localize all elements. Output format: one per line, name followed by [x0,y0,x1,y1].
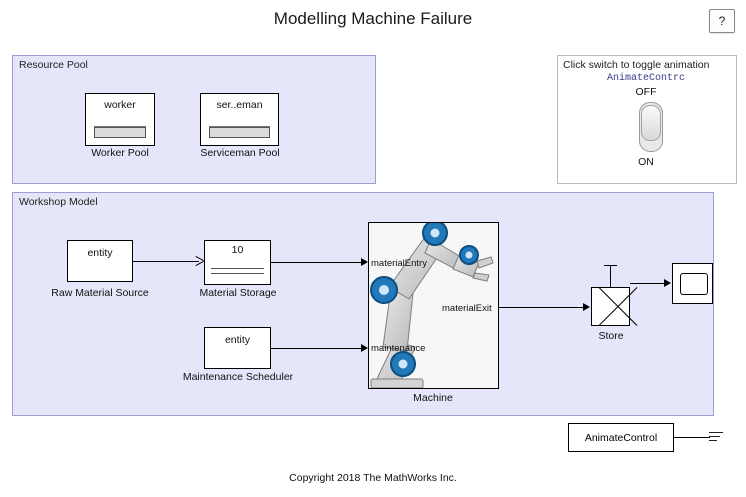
serviceman-pool-bar [209,127,270,138]
material-storage-block[interactable] [204,240,271,285]
maintenance-scheduler-block[interactable] [204,327,271,369]
material-storage-label: 10 [231,244,244,256]
raw-material-source-block[interactable] [67,240,133,282]
worker-pool-caption: Worker Pool [91,147,149,159]
serviceman-pool-caption: Serviceman Pool [200,147,280,159]
resource-pool-label: Resource Pool [19,59,88,71]
page-title: Modelling Machine Failure [273,9,473,28]
wire-source-to-storage [133,261,199,262]
switch-off-label: OFF [635,86,657,98]
help-button[interactable]: ? [709,9,735,33]
terminator-icon [709,430,723,444]
wire-maintenance-to-machine [271,348,364,349]
resource-pool-panel [12,55,376,184]
material-storage-queue-lines [211,264,264,276]
store-antenna-top [604,265,617,266]
serviceman-pool-block[interactable] [200,93,279,146]
arrow-source-to-storage [196,256,204,265]
workshop-model-label: Workshop Model [19,196,98,208]
wire-store-to-scope [630,283,666,284]
arrow-machine-to-store [583,303,590,311]
animate-panel-label: Click switch to toggle animation [563,59,710,71]
machine-caption: Machine [413,392,453,404]
scope-block[interactable] [672,263,713,304]
raw-material-source-label: entity [87,247,113,259]
copyright-text: Copyright 2018 The MathWorks Inc. [289,472,457,484]
wire-storage-to-machine [271,262,364,263]
animate-control-label: AnimateControl [584,431,658,444]
arrow-maintenance-to-machine [361,344,368,352]
store-antenna-stem [610,265,611,287]
store-block[interactable] [591,287,630,326]
worker-pool-block[interactable] [85,93,155,146]
animate-toggle-knob[interactable] [641,105,661,141]
maintenance-scheduler-caption: Maintenance Scheduler [182,371,294,383]
raw-material-source-caption: Raw Material Source [51,287,149,299]
switch-on-label: ON [638,156,654,168]
wire-animate-control-to-terminator [674,437,710,438]
port-label-maintenance: maintenance [371,343,426,354]
port-label-material-exit: materialExit [442,303,492,314]
worker-pool-bar [94,127,146,138]
animate-control-block[interactable] [568,423,674,452]
wire-machine-to-store [499,307,585,308]
serviceman-pool-block-label: ser..eman [216,99,263,111]
port-label-material-entry: materialEntry [371,258,427,269]
scope-screen [680,273,708,295]
worker-pool-block-label: worker [104,99,136,111]
store-caption: Store [598,330,624,342]
arrow-store-to-scope [664,279,671,287]
maintenance-scheduler-label: entity [224,334,251,346]
arrow-storage-to-machine [361,258,368,266]
material-storage-caption: Material Storage [199,287,277,299]
animate-signal-label: AnimateContrc [606,73,685,84]
